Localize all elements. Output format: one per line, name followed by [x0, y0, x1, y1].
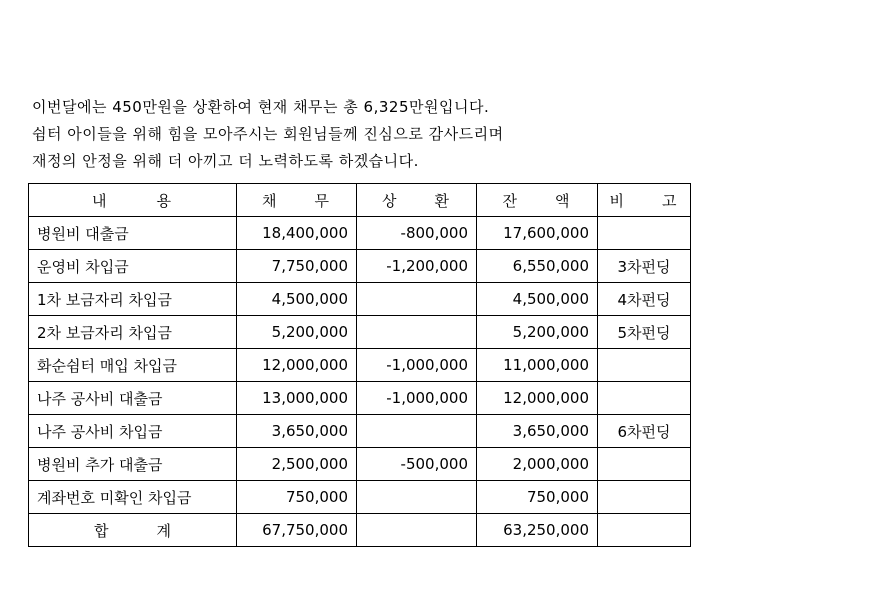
table-row	[29, 349, 691, 382]
row-repay	[357, 316, 477, 349]
table-row	[29, 415, 691, 448]
row-name: 병원비 대출금	[29, 217, 237, 250]
row-name: 2차 보금자리 차입금	[29, 316, 237, 349]
table-row	[29, 382, 691, 415]
row-debt: 2,500,000	[237, 448, 357, 481]
row-balance: 2,000,000	[477, 448, 598, 481]
row-balance: 4,500,000	[477, 283, 598, 316]
table-row	[29, 316, 691, 349]
row-note	[598, 217, 691, 250]
row-balance: 6,550,000	[477, 250, 598, 283]
row-name: 나주 공사비 대출금	[29, 382, 237, 415]
row-name: 계좌번호 미확인 차입금	[29, 481, 237, 514]
row-name: 운영비 차입금	[29, 250, 237, 283]
row-repay	[357, 481, 477, 514]
total-repay	[357, 514, 477, 547]
row-note: 5차펀딩	[598, 316, 691, 349]
row-balance: 5,200,000	[477, 316, 598, 349]
row-repay: -1,000,000	[357, 349, 477, 382]
header-balance: 잔 액	[477, 184, 598, 217]
row-balance: 17,600,000	[477, 217, 598, 250]
row-note: 6차펀딩	[598, 415, 691, 448]
table-header-row	[29, 184, 691, 217]
row-balance: 11,000,000	[477, 349, 598, 382]
row-repay	[357, 283, 477, 316]
table-row	[29, 217, 691, 250]
intro-text	[32, 94, 504, 175]
header-note: 비 고	[598, 184, 691, 217]
total-debt: 67,750,000	[237, 514, 357, 547]
row-note	[598, 448, 691, 481]
row-balance: 12,000,000	[477, 382, 598, 415]
total-note	[598, 514, 691, 547]
row-repay: -1,200,000	[357, 250, 477, 283]
row-name: 화순쉼터 매입 차입금	[29, 349, 237, 382]
header-debt: 채 무	[237, 184, 357, 217]
total-label: 합 계	[29, 514, 237, 547]
total-balance: 63,250,000	[477, 514, 598, 547]
row-debt: 3,650,000	[237, 415, 357, 448]
row-balance: 3,650,000	[477, 415, 598, 448]
row-debt: 5,200,000	[237, 316, 357, 349]
row-debt: 18,400,000	[237, 217, 357, 250]
row-debt: 13,000,000	[237, 382, 357, 415]
row-balance: 750,000	[477, 481, 598, 514]
table-total-row	[29, 514, 691, 547]
row-repay	[357, 415, 477, 448]
row-note	[598, 481, 691, 514]
table-row	[29, 448, 691, 481]
row-debt: 4,500,000	[237, 283, 357, 316]
intro-line-3: 재정의 안정을 위해 더 아끼고 더 노력하도록 하겠습니다.	[32, 152, 419, 170]
intro-line-2: 쉼터 아이들을 위해 힘을 모아주시는 회원님들께 진심으로 감사드리며	[32, 125, 504, 143]
row-name: 병원비 추가 대출금	[29, 448, 237, 481]
row-repay: -1,000,000	[357, 382, 477, 415]
row-name: 나주 공사비 차입금	[29, 415, 237, 448]
intro-line-1: 이번달에는 450만원을 상환하여 현재 채무는 총 6,325만원입니다.	[32, 98, 490, 116]
row-debt: 7,750,000	[237, 250, 357, 283]
row-repay: -800,000	[357, 217, 477, 250]
row-debt: 12,000,000	[237, 349, 357, 382]
row-note: 4차펀딩	[598, 283, 691, 316]
row-note: 3차펀딩	[598, 250, 691, 283]
header-content: 내 용	[29, 184, 237, 217]
header-repay: 상 환	[357, 184, 477, 217]
row-note	[598, 382, 691, 415]
table-row	[29, 250, 691, 283]
debt-table	[28, 183, 691, 547]
table-row	[29, 481, 691, 514]
row-repay: -500,000	[357, 448, 477, 481]
row-note	[598, 349, 691, 382]
row-name: 1차 보금자리 차입금	[29, 283, 237, 316]
table-row	[29, 283, 691, 316]
row-debt: 750,000	[237, 481, 357, 514]
